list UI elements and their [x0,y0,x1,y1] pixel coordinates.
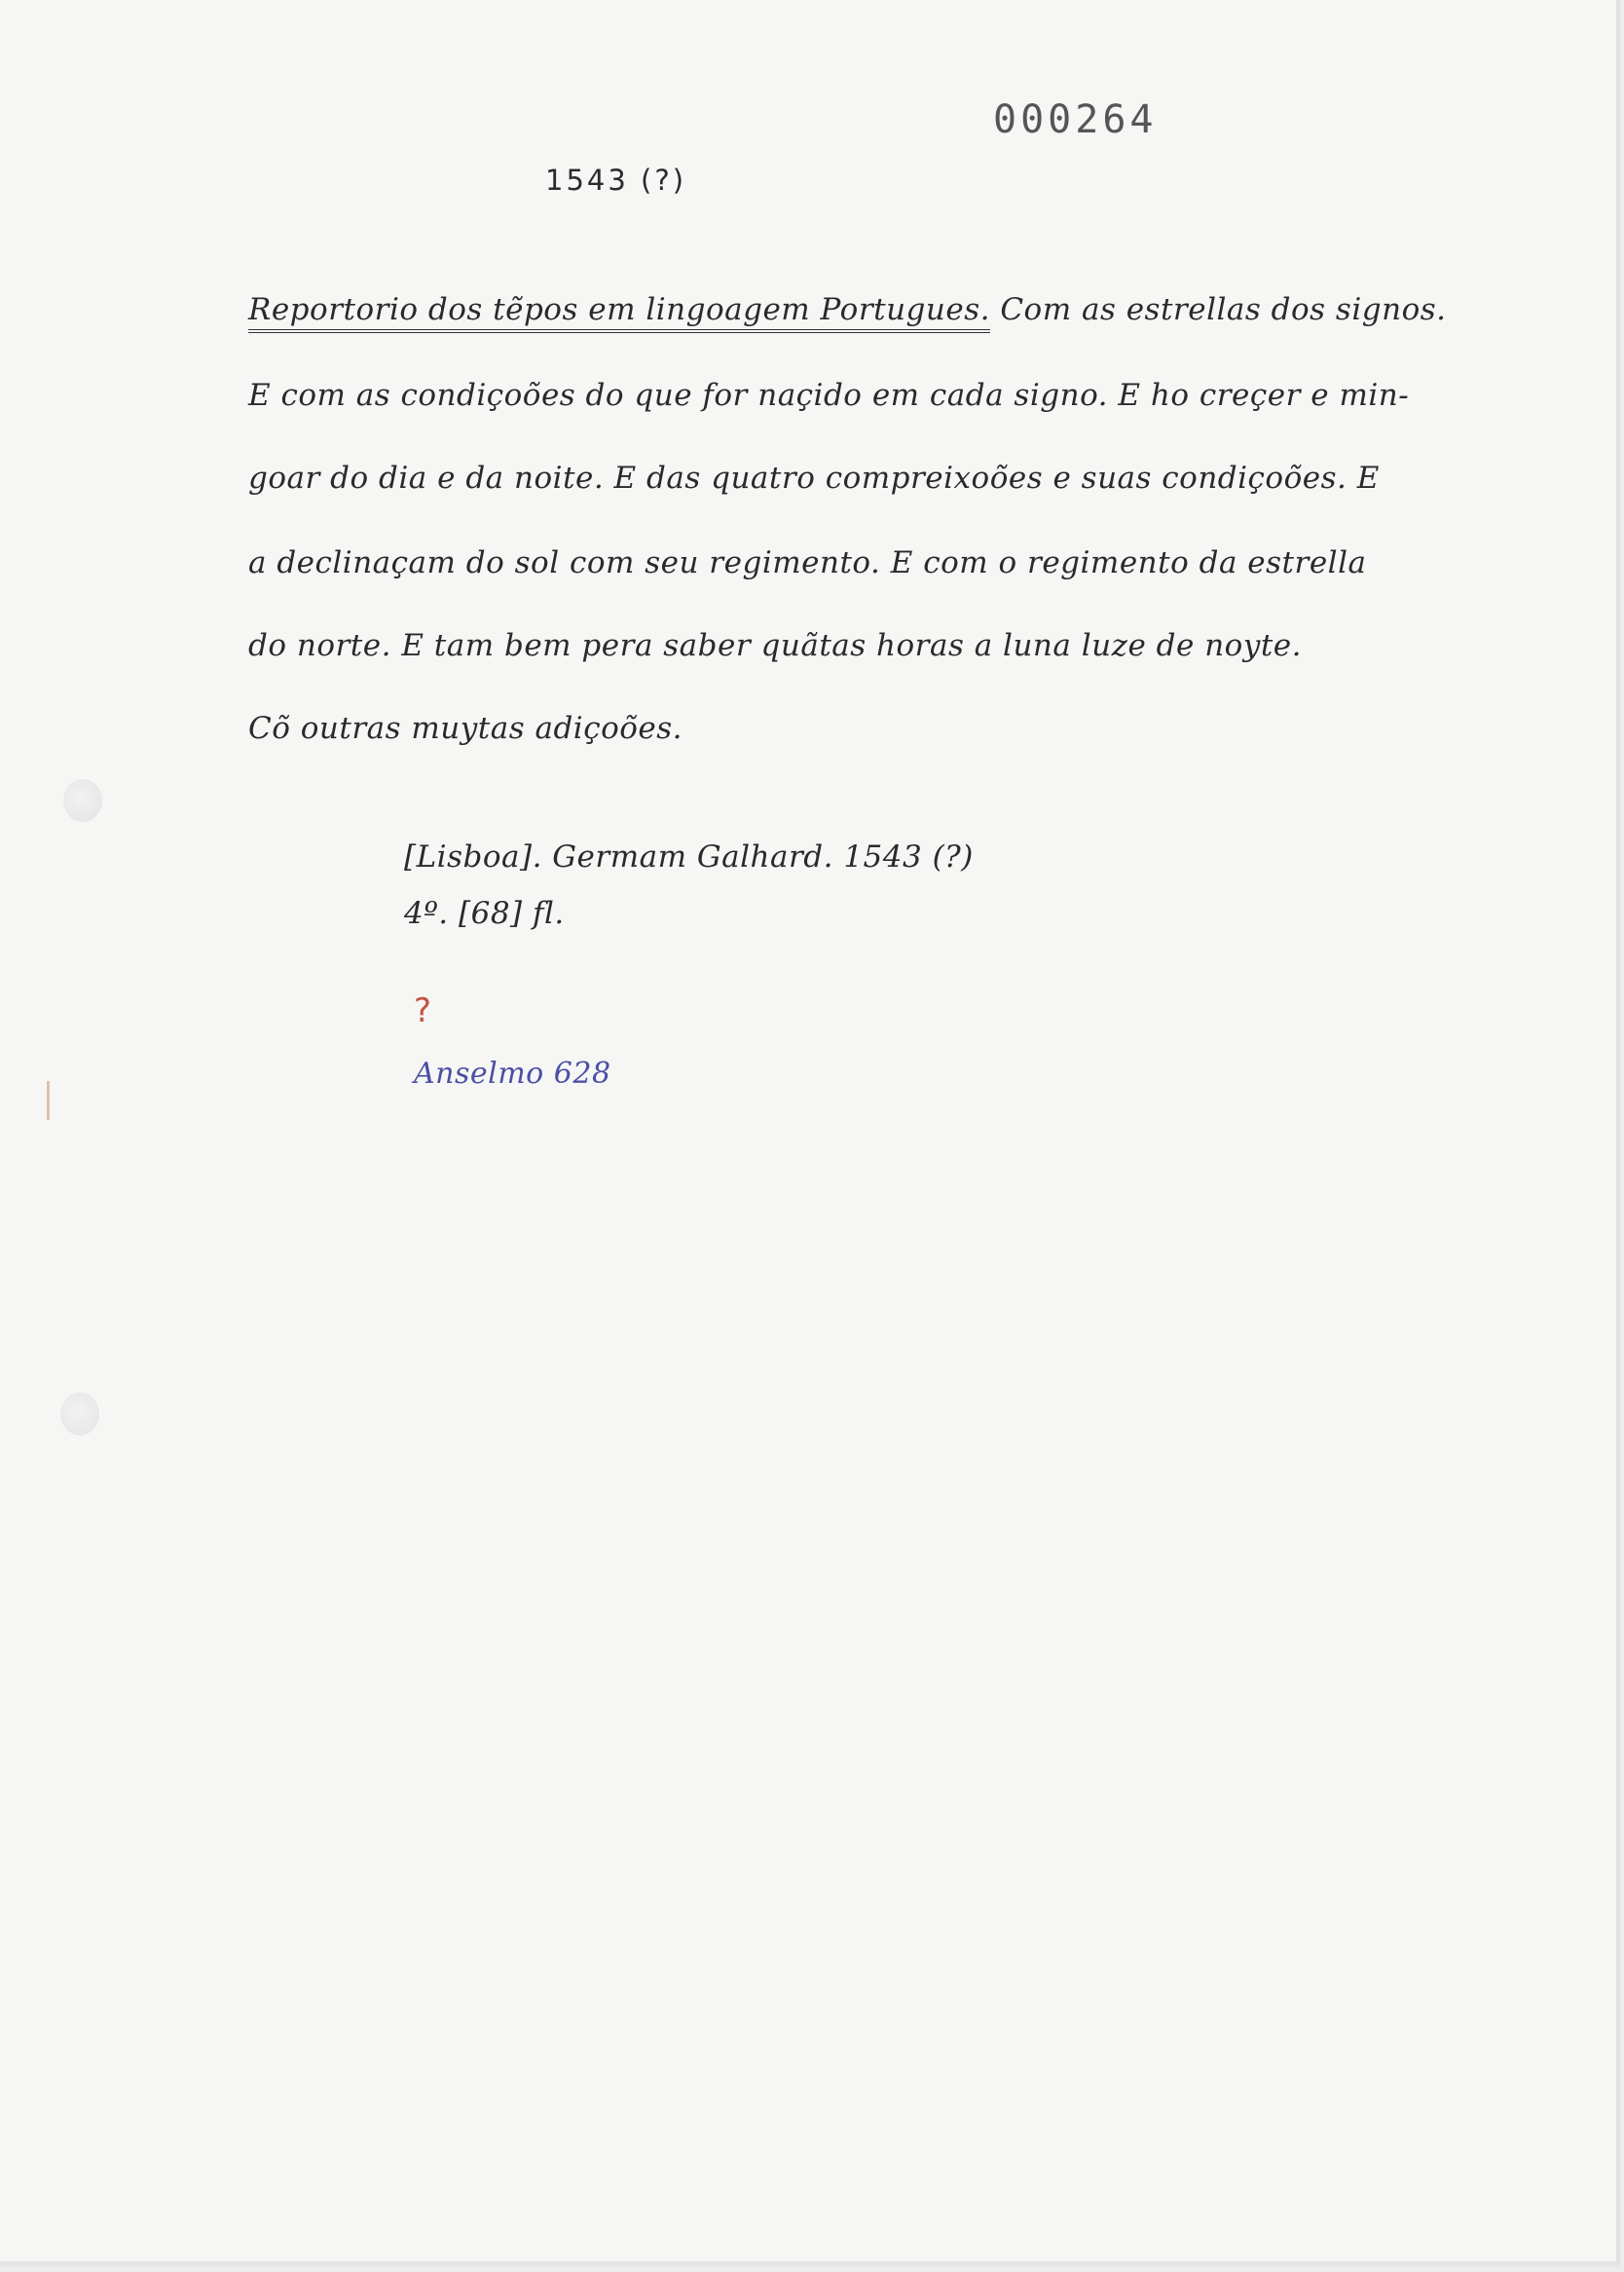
description-line-1 [248,292,1447,327]
edge-stain [47,1081,50,1120]
format-collation: 4º. [68] fl. [404,896,565,931]
heading-year: 1543 (?) [545,164,687,197]
imprint: [Lisboa]. Germam Galhard. 1543 (?) [404,839,974,875]
description-line-2: E com as condiçoões do que for naçido em cada signo. E ho creçer e min- [248,378,1410,413]
bibliographic-reference: Anselmo 628 [414,1057,611,1091]
question-mark-annotation: ? [414,991,432,1030]
description-line-1-rest: Com as estrellas dos signos. [989,292,1447,327]
description-line-5: do norte. E tam bem pera saber quãtas horas a luna luze de noyte. [248,628,1302,663]
description-line-3: goar do dia e da noite. E das quatro compreixoões e suas condiçoões. E [248,461,1380,496]
description-line-4: a declinaçam do sol com seu regimento. E com o regimento da estrella [248,545,1367,580]
punch-hole-mark [63,779,102,822]
stamp-number: 000264 [993,97,1158,142]
punch-hole-mark [60,1393,99,1435]
book-title: Reportorio dos tẽpos em lingoagem Portugues. [248,292,990,333]
description-line-6: Cõ outras muytas adiçoões. [248,711,683,746]
